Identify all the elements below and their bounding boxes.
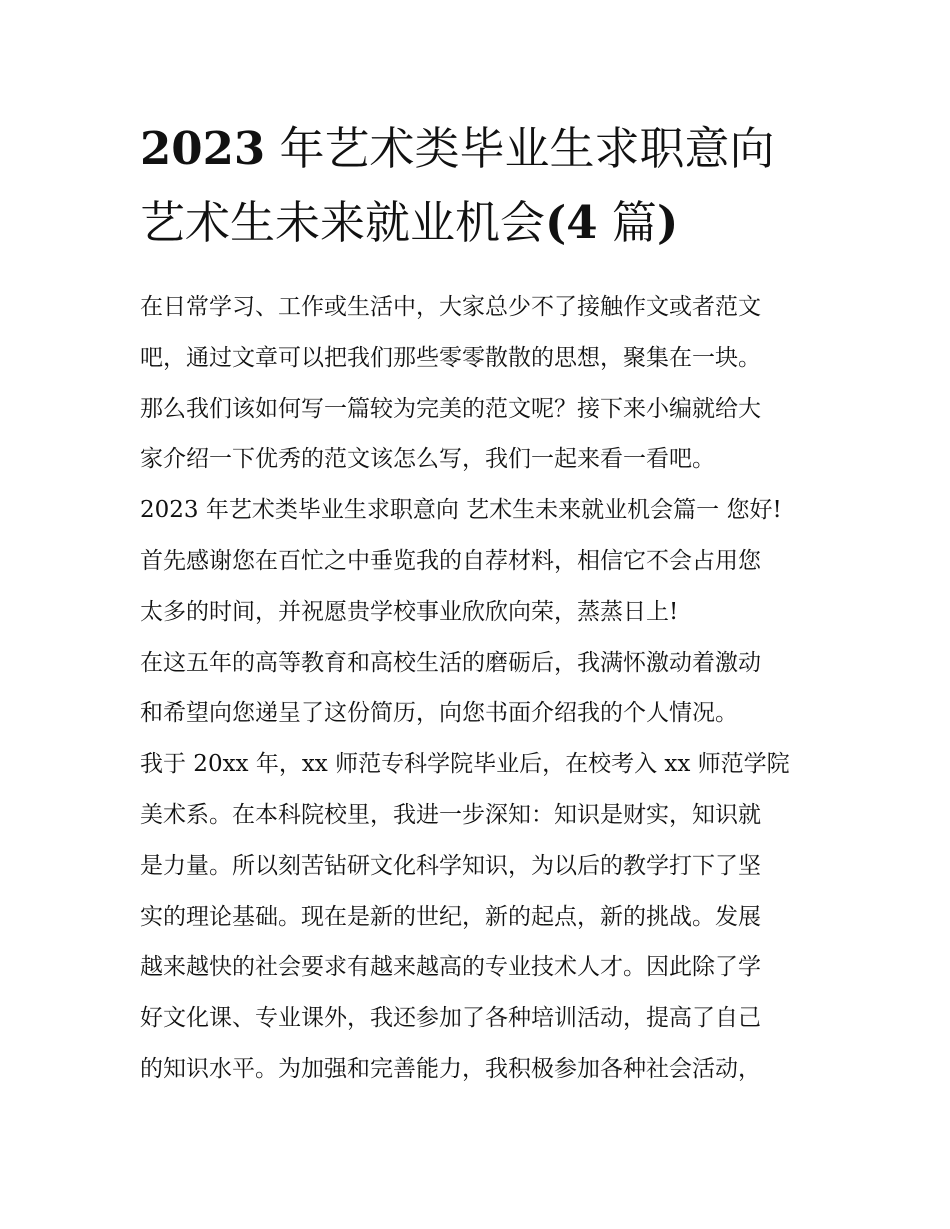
- title-line-1-text: 年艺术类毕业生求职意向: [265, 122, 775, 175]
- body-line: 家介绍一下优秀的范文该怎么写，我们一起来看一看吧。: [140, 446, 715, 473]
- body-line: 的知识水平。为加强和完善能力，我积极参加各种社会活动，: [140, 1055, 761, 1082]
- title-line-2-text: 艺术生未来就业机会: [140, 196, 546, 249]
- title-close-paren: ): [656, 196, 679, 249]
- body-line: 我于 20xx 年，xx 师范专科学院毕业后，在校考入 xx 师范学院: [140, 751, 790, 778]
- body-line: 吧，通过文章可以把我们那些零零散散的思想，聚集在一块。: [140, 344, 761, 371]
- title-count-unit: 篇: [597, 196, 657, 249]
- body-line: 和希望向您递呈了这份简历，向您书面介绍我的个人情况。: [140, 700, 738, 727]
- body-line: 2023 年艺术类毕业生求职意向 艺术生未来就业机会篇一 您好!: [140, 497, 782, 524]
- body-line: 在这五年的高等教育和高校生活的磨砺后，我满怀激动着激动: [140, 649, 761, 676]
- body-line: 越来越快的社会要求有越来越高的专业技术人才。因此除了学: [140, 954, 761, 981]
- document-body: [140, 282, 820, 1095]
- body-line: 首先感谢您在百忙之中垂览我的自荐材料，相信它不会占用您: [140, 547, 761, 574]
- title-line-1: [140, 112, 840, 186]
- title-count: (4: [545, 196, 598, 249]
- body-line: 是力量。所以刻苦钻研文化科学知识，为以后的教学打下了坚: [140, 852, 761, 879]
- title-line-2: [140, 186, 840, 260]
- document-title: [140, 112, 840, 260]
- body-line: 在日常学习、工作或生活中，大家总少不了接触作文或者范文: [140, 294, 761, 320]
- body-line: 那么我们该如何写一篇较为完美的范文呢？接下来小编就给大: [140, 395, 761, 422]
- body-line: 美术系。在本科院校里，我进一步深知：知识是财实，知识就: [140, 801, 761, 828]
- title-year: 2023: [140, 122, 266, 175]
- body-line: 实的理论基础。现在是新的世纪，新的起点，新的挑战。发展: [140, 903, 761, 930]
- body-line: 太多的时间，并祝愿贵学校事业欣欣向荣，蒸蒸日上!: [140, 598, 679, 625]
- body-line: 好文化课、专业课外，我还参加了各种培训活动，提高了自己: [140, 1005, 761, 1032]
